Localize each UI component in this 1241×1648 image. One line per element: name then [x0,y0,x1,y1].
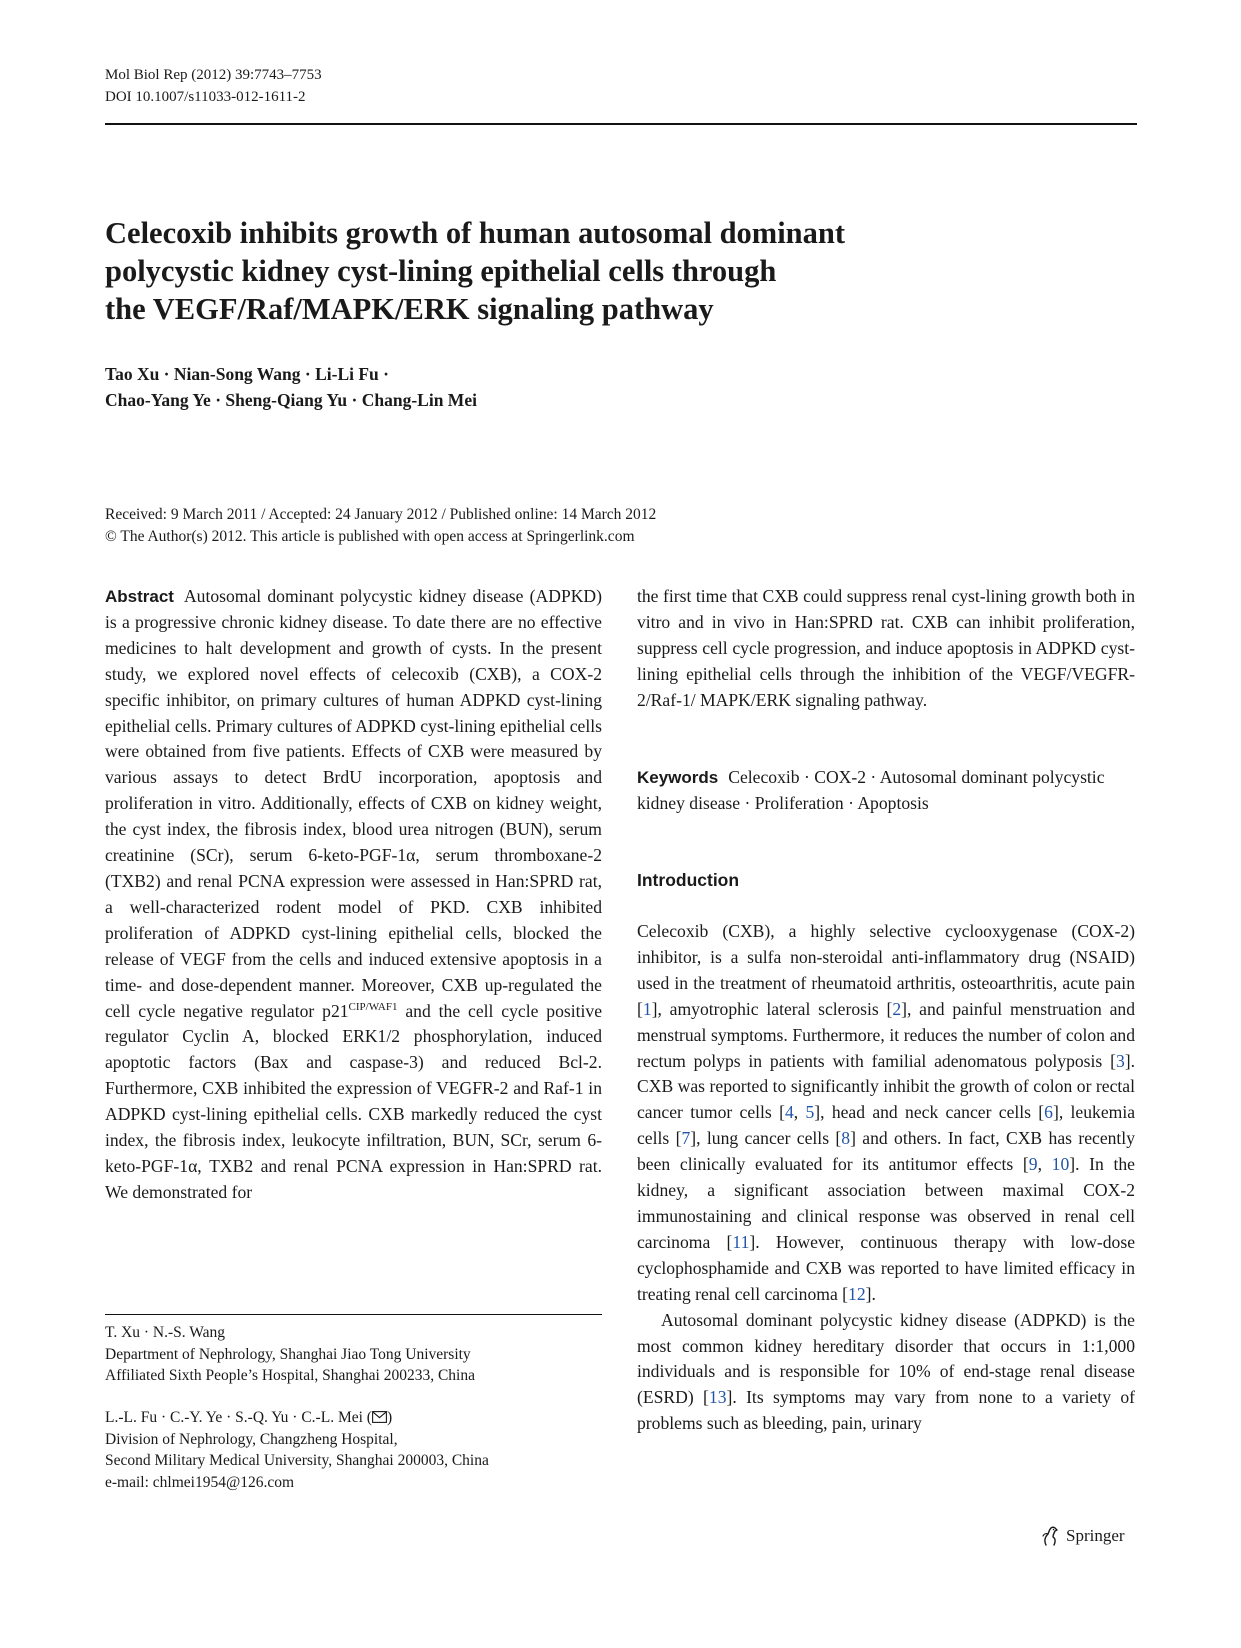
affiliation-1-line-2: Affiliated Sixth People’s Hospital, Shanghai 200233, China [105,1367,475,1384]
affiliation-2-line-1: Division of Nephrology, Changzheng Hospital, [105,1430,398,1448]
reference-link[interactable]: 3 [1115,1050,1125,1071]
reference-link[interactable]: 7 [681,1128,691,1149]
reference-link[interactable]: 9 [1028,1154,1038,1175]
text-run: Celecoxib (CXB), a highly selective cyclooxygenase (COX-2) inhibitor, is a sulfa non-steroidal anti-inflammatory drug (NSAID) used in the treatment of rheumatoid arthritis, osteoarthritis, acute pain [ [637,921,1135,1019]
affiliation-2-line-2: Second Military Medical University, Shanghai 200003, China [105,1452,489,1469]
article-history [105,504,656,548]
introduction-paragraph-2 [637,1308,1135,1438]
affiliation-1 [105,1322,475,1387]
reference-link[interactable]: 10 [1051,1154,1070,1175]
text-run: ]. In the kidney, a significant association between maximal COX-2 immunostaining and clinical response was observed in renal cell carcinoma [ [637,1154,1135,1252]
reference-link[interactable]: 4 [784,1102,794,1123]
affiliation-1-authors: T. Xu · N.-S. Wang [105,1324,226,1341]
introduction-paragraph-1 [637,919,1135,1308]
reference-link[interactable]: 8 [841,1128,851,1149]
footnote-rule [105,1314,602,1315]
text-run: ] and others. In fact, CXB has recently been clinically evaluated for its antitumor effects [ [637,1128,1135,1175]
authors-line-1: Tao Xu · Nian-Song Wang · Li-Li Fu · [105,364,389,384]
author-list [105,361,477,413]
text-run: ], head and neck cancer cells [ [814,1102,1045,1123]
reference-link[interactable]: 13 [708,1387,727,1408]
reference-link[interactable]: 6 [1044,1102,1053,1123]
affiliation-2-authors [105,1407,489,1429]
text-run: ], leukemia cells [ [637,1102,1136,1149]
authors-line-2: Chao-Yang Ye · Sheng-Qiang Yu · Chang-Lin Mei [105,390,477,410]
text-run: ], lung cancer cells [ [690,1128,842,1149]
text-run: ]. CXB was reported to significantly inhibit the growth of colon or rectal cancer tumor cells [ [637,1050,1135,1123]
text-run: ], amyotrophic lateral sclerosis [ [651,998,893,1019]
text-run: ]. Its symptoms may vary from none to a variety of problems such as bleeding, pain, urinary [637,1387,1135,1434]
affiliation-2-author-close: ) [386,1409,393,1426]
reference-link[interactable]: 12 [848,1283,866,1304]
abstract-continuation-text: the first time that CXB could suppress renal cyst-lining growth both in vitro and in vivo in Han:SPRD rat. CXB can inhibit proliferation, suppress cell cycle progression, and induce apoptosis in ADPKD cyst-lining epithelial cells through the inhibition of the VEGF/VEGFR-2/Raf-1/ MAPK/ERK signaling pathway. [637,586,1135,710]
springer-horse-icon [1040,1525,1060,1547]
abstract-label: Abstract [105,587,174,606]
abstract-continuation [637,584,1135,714]
text-run: , [1037,1154,1052,1175]
text-run: ]. However, continuous therapy with low-dose cyclophosphamide and CXB was reported to have limited efficacy in treating renal cell carcinoma [ [637,1231,1135,1304]
doi[interactable]: DOI 10.1007/s11033-012-1611-2 [105,89,306,105]
abstract-text-2: and the cell cycle positive regulator Cyclin A, blocked ERK1/2 phosphorylation, induced apoptotic factors (Bax and caspase-3) and reduced Bcl-2. Furthermore, CXB inhibited the expression of VEGFR-2 and Raf-1 in ADPKD cyst-lining epithelial cells. CXB markedly reduced the cyst index, the fibrosis index, leukocyte infiltration, BUN, SCr, serum 6-keto-PGF-1α, TXB2 and renal PCNA expression in Han:SPRD rat. We demonstrated for [105,1000,602,1202]
header-rule [105,123,1137,125]
corresponding-email[interactable]: e-mail: chlmei1954@126.com [105,1473,295,1491]
publisher-name: Springer [1066,1526,1125,1545]
affiliation-1-line-1: Department of Nephrology, Shanghai Jiao Tong University [105,1345,471,1363]
journal-citation: Mol Biol Rep (2012) 39:7743–7753 [105,67,322,83]
abstract-superscript: CIP/WAF1 [348,1000,398,1013]
article-title [105,214,1005,328]
abstract-paragraph [105,584,602,1206]
title-line-1: Celecoxib inhibits growth of human autosomal dominant [105,216,846,250]
introduction-heading: Introduction [637,870,740,890]
introduction-body [637,919,1135,1437]
reference-link[interactable]: 2 [892,998,902,1019]
text-run: ], and painful menstruation and menstrual symptoms. Furthermore, it reduces the number of colon and rectum polyps in patients with familial adenomatous polyposis [ [637,998,1135,1071]
affiliation-2 [105,1407,489,1493]
affiliation-2-author-names: L.-L. Fu · C.-Y. Ye · S.-Q. Yu · C.-L. Mei ( [105,1409,372,1426]
license-note: © The Author(s) 2012. This article is published with open access at Springerlink.com [105,528,635,545]
reference-link[interactable]: 1 [642,998,652,1019]
keywords-text: Celecoxib · COX-2 · Autosomal dominant polycystic kidney disease · Proliferation · Apoptosis [637,767,1105,813]
text-run: ]. [865,1283,876,1304]
envelope-icon [372,1411,387,1423]
title-line-3: the VEGF/Raf/MAPK/ERK signaling pathway [105,292,714,326]
title-line-2: polycystic kidney cyst-lining epithelial cells through [105,254,777,288]
abstract [105,584,602,1206]
journal-header [105,64,322,108]
text-run: Autosomal dominant polycystic kidney disease (ADPKD) is the most common kidney hereditary disorder that occurs in 1:1,000 individuals and is responsible for 10% of end-stage renal disease (ESRD) [ [637,1309,1135,1408]
keywords [637,765,1135,817]
publisher-logo [1040,1524,1125,1548]
history-dates: Received: 9 March 2011 / Accepted: 24 January 2012 / Published online: 14 March 2012 [105,506,657,523]
reference-link[interactable]: 5 [805,1102,815,1123]
keywords-label: Keywords [637,768,719,787]
text-run: , [793,1102,806,1123]
reference-link[interactable]: 11 [732,1231,750,1252]
abstract-text-1: Autosomal dominant polycystic kidney disease (ADPKD) is a progressive chronic kidney disease. To date there are no effective medicines to halt development and growth of cysts. In the present study, we explored novel effects of celecoxib (CXB), a COX-2 specific inhibitor, on primary cultures of human ADPKD cyst-lining epithelial cells. Primary cultures of ADPKD cyst-lining epithelial cells were obtained from five patients. Effects of CXB were measured by various assays to detect BrdU incorporation, apoptosis and proliferation in vitro. Additionally, effects of CXB on kidney weight, the cyst index, the fibrosis index, blood urea nitrogen (BUN), serum creatinine (SCr), serum 6-keto-PGF-1α, serum thromboxane-2 (TXB2) and renal PCNA expression were assessed in Han:SPRD rat, a well-characterized rodent model of PKD. CXB inhibited proliferation of ADPKD cyst-lining epithelial cells, blocked the release of VEGF from the cells and induced extensive apoptosis in a time- and dose-dependent manner. Moreover, CXB up-regulated the cell cycle negative regulator p21 [105,586,602,1021]
